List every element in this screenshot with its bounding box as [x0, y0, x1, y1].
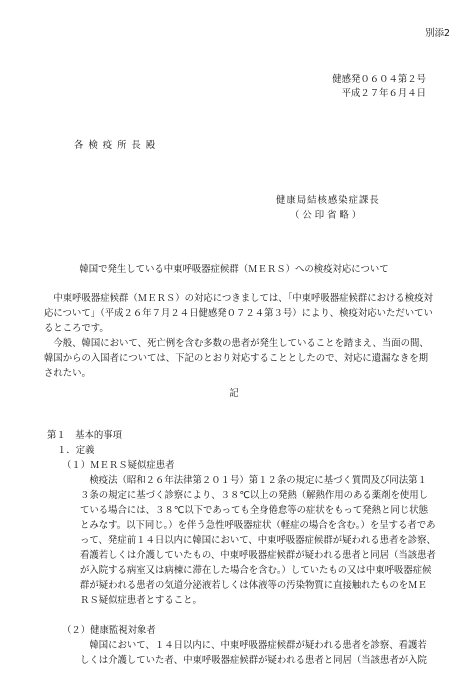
- attachment-label: 別添2: [425, 28, 450, 39]
- item-1-title: （１）ＭＥＲＳ疑似症患者: [62, 460, 175, 471]
- sender-note: （ 公 印 省 略 ）: [290, 210, 362, 221]
- intro-paragraph-2: 今般、韓国において、死亡例を含む多数の患者が発生していることを踏まえ、当面の間、韓国からの入国者については、下記のとおり対応することとしたので、対応に遺漏なきを期されたい。: [44, 338, 429, 379]
- intro-paragraph-1: 中東呼吸器症候群（ＭＥＲＳ）の対応につきましては、「中東呼吸器症候群における検疫対応について」（平成２６年７月２４日健感発０７２４第３号）により、検疫対応いただいているところです。: [44, 293, 433, 334]
- item-1-body: 検疫法（昭和２６年法律第２０１号）第１２条の規定に基づく質問及び同法第１３条の規定に基づく診察により、３８℃以上の発熱（解熱作用のある薬剤を使用している場合には、３８℃以下であっても全身倦怠等の症状をもって発熱と同じ状態とみなす。以下同じ。）を伴う急性呼吸器症状（軽症の場合を含む。）を呈する者であって、発症前１４日以内に韓国において、中東呼吸器症候群が疑われる患者を診察、看護若しくは介護していたもの、中東呼吸器症候群が疑われる患者と同居（当該患者が入院する病室又は病棟に滞在した場合を含む。）していたもの又は中東呼吸器症候群が疑われる患者の気道分泌液若しくは体液等の汚染物質に直接触れたものをＭＥＲＳ疑似症患者とすること。: [80, 475, 436, 606]
- item-2-body: 韓国において、１４日以内に、中東呼吸器症候群が疑われる患者を診察、看護若しくは介護していた者、中東呼吸器症候群が疑われる患者と同居（当該患者が入院: [80, 640, 427, 666]
- subsection-1-title: １．定義: [57, 445, 95, 456]
- item-2-title: （２）健康監視対象者: [62, 625, 156, 636]
- recipient: 各 検 疫 所 長 殿: [74, 140, 157, 151]
- record-heading: 記: [229, 388, 239, 399]
- document-date: 平成２７年６月４日: [341, 88, 426, 99]
- document-subject: 韓国で発生している中東呼吸器症候群（ＭＥＲＳ）への検疫対応について: [79, 264, 389, 275]
- sender-title: 健康局結核感染症課長: [276, 195, 380, 206]
- document-number: 健感発０６０４第２号: [332, 74, 426, 85]
- section-1-title: 第１ 基本的事項: [47, 430, 123, 441]
